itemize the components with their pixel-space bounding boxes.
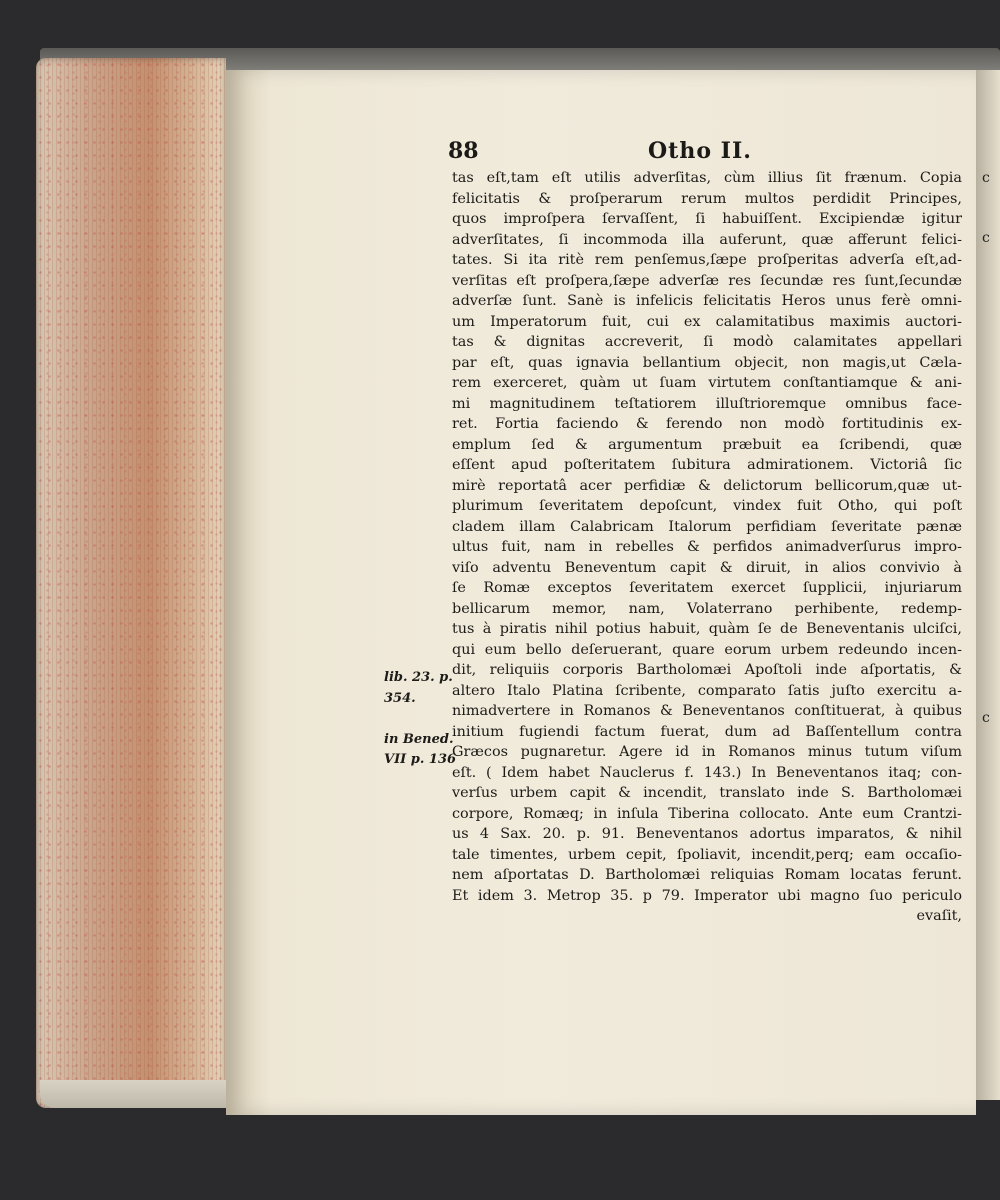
- text-line: altero Italo Platina ſcribente, comparato ſatis juſto exercitu a-: [452, 682, 962, 699]
- page-edge-speckle: [36, 58, 226, 1108]
- text-line: us 4 Sax. 20. p. 91. Beneventanos adortus imparatos, & nihil: [452, 826, 962, 842]
- text-line: eſt. ( Idem habet Nauclerus f. 143.) In Beneventanos itaq; con-: [452, 764, 962, 781]
- margin-note: lib. 23. p.: [384, 670, 453, 685]
- text-line: tates. Si ita ritè rem penſemus,ſæpe proſperitas adverſa eſt,ad-: [452, 252, 962, 268]
- margin-note: [384, 709, 454, 730]
- text-line: verſitas eſt proſpera,ſæpe adverſæ res ſecundæ res ſunt,ſecundæ: [452, 272, 962, 289]
- text-line: tale timentes, urbem cepit, ſpoliavit, incendit,perq; eam occaſio-: [452, 846, 962, 863]
- text-line: tas eſt,tam eſt utilis adverſitas, cùm illius ſit frænum. Copia: [452, 170, 962, 186]
- text-line: tas & dignitas accreverit, ſi modò calamitates appellari: [452, 334, 962, 350]
- text-line: quos improſpera ſervaſſent, ſi habuiſſent. Excipiendæ igitur: [452, 211, 962, 227]
- page-number: 88: [448, 138, 479, 164]
- running-head: Otho II.: [648, 138, 752, 164]
- text-line: mirè reportatâ acer perfidiæ & delictorum bellicorum,quæ ut-: [452, 477, 962, 494]
- text-line: nem aſportatas D. Bartholomæi reliquias Romam locatas ferunt.: [452, 867, 962, 883]
- page-edges-bottom: [40, 1080, 230, 1108]
- page-header: [448, 138, 968, 168]
- text-line: par eſt, quas ignavia bellantium objecit, non magis,ut Cæla-: [452, 354, 962, 371]
- text-line: dit, reliquiis corporis Bartholomæi Apoſtoli inde aſportatis, &: [452, 662, 962, 678]
- page-edges-left: [36, 58, 226, 1108]
- text-line: adverſitates, ſi incommoda illa auferunt, quæ afferunt felici-: [452, 231, 962, 248]
- text-line: eſſent apud poſteritatem ſubitura admirationem. Victoriâ ſic: [452, 457, 962, 473]
- margin-note: VII p. 136: [384, 752, 457, 767]
- text-line: viſo adventu Beneventum capit & diruit, in alios convivio à: [452, 559, 962, 576]
- text-line: ſe Romæ exceptos ſeveritatem exercet ſupplicii, injuriarum: [452, 580, 962, 596]
- text-line: adverſæ ſunt. Sanè is infelicis felicitatis Heros unus ferè omni-: [452, 293, 962, 309]
- text-line: felicitatis & proſperarum rerum multos perdidit Principes,: [452, 190, 962, 207]
- text-line: cladem illam Calabricam Italorum perfidiam ſeveritate pænæ: [452, 518, 962, 535]
- margin-notes: [384, 668, 457, 771]
- text-line: initium fugiendi factum fuerat, dum ad Baſſentellum contra: [452, 723, 962, 740]
- text-line: Et idem 3. Metrop 35. p 79. Imperator ubi magno ſuo periculo: [452, 887, 962, 904]
- text-line: mi magnitudinem teſtatiorem illuſtrioremque omnibus face-: [452, 395, 962, 412]
- text-line: evaſit,: [916, 908, 962, 924]
- text-line: emplum ſed & argumentum præbuit ea ſcribendi, quæ: [452, 436, 962, 453]
- text-line: um Imperatorum fuit, cui ex calamitatibus maximis auctori-: [452, 313, 962, 330]
- text-line: corpore, Romæq; in inſula Tiberina collocato. Ante eum Crantzi-: [452, 805, 962, 822]
- margin-note: 354.: [384, 690, 416, 706]
- text-line: nimadvertere in Romanos & Beneventanos conſtituerat, à quibus: [452, 703, 962, 719]
- text-line: Græcos pugnaretur. Agere id in Romanos minus tutum viſum: [452, 744, 962, 760]
- text-line: ret. Fortia faciendo & ferendo non modò fortitudinis ex-: [452, 416, 962, 432]
- next-page-fragment: c: [982, 230, 990, 246]
- next-page-fragment: c: [982, 170, 990, 186]
- text-line: tus à piratis nihil potius habuit, quàm ſe de Beneventanis ulciſci,: [452, 621, 962, 637]
- next-page-edge: [976, 70, 1000, 1100]
- text-line: bellicarum memor, nam, Volaterrano perhibente, redemp-: [452, 600, 962, 617]
- body-text: [452, 168, 962, 927]
- text-line: verſus urbem capit & incendit, translato inde S. Bartholomæi: [452, 785, 962, 801]
- margin-note: in Bened.: [384, 731, 454, 747]
- text-line: plurimum ſeveritatem depoſcunt, vindex fuit Otho, qui poſt: [452, 498, 962, 514]
- next-page-fragment: c: [982, 710, 990, 726]
- text-line: qui eum bello deſeruerant, quare eorum urbem redeundo incen-: [452, 641, 962, 658]
- text-line: rem exerceret, quàm ut ſuam virtutem conſtantiamque & ani-: [452, 375, 962, 391]
- text-line: ultus fuit, nam in rebelles & perfidos animadverſurus impro-: [452, 539, 962, 555]
